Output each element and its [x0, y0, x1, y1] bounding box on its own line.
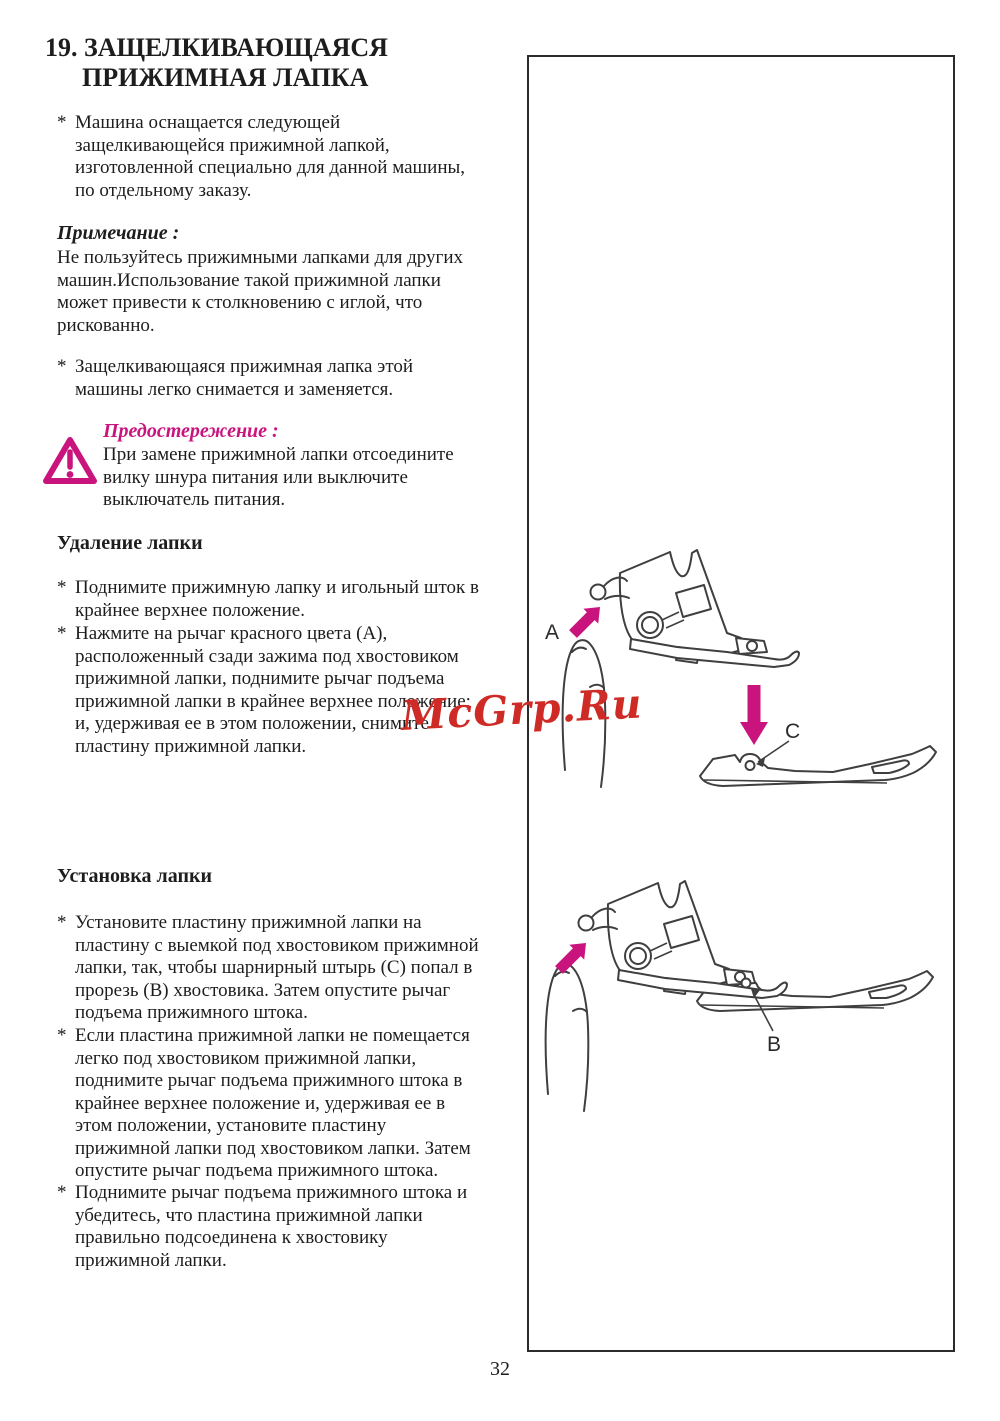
text-line: легко под хвостовиком прижимной лапки,: [75, 1047, 417, 1069]
text-line: рискованно.: [57, 314, 155, 336]
text-line: машины легко снимается и заменяется.: [75, 378, 394, 400]
caution-heading: Предостережение :: [103, 420, 279, 442]
text-line: по отдельному заказу.: [75, 179, 252, 201]
text-line: пластину с выемкой под хвостовиком прижимной: [75, 934, 479, 956]
figure-foot-removal: [527, 535, 955, 825]
text-line: прижимной лапки в крайнее верхнее положение;: [75, 690, 471, 712]
text-line: прорезь (В) хвостовика. Затем опустите рычаг: [75, 979, 451, 1001]
text-line: Не пользуйтесь прижимными лапками для других: [57, 247, 463, 268]
figure-foot-installation: [527, 865, 955, 1120]
down-arrow-icon: [740, 685, 768, 745]
installation-bullet-1-lines: [75, 912, 479, 1025]
page-title: [45, 33, 388, 93]
bullet-marker: *: [57, 112, 67, 133]
page-number: 32: [490, 1358, 510, 1380]
hinge-pin: [742, 979, 751, 988]
intro-bullet-2: [57, 356, 414, 401]
bullet-marker: *: [57, 1182, 67, 1203]
text-line: правильно подсоединена к хвостовику: [75, 1227, 388, 1248]
text-line: крайнее верхнее положение и, удерживая ее в: [75, 1092, 446, 1114]
text-line: расположенный сзади зажима под хвостовиком: [75, 645, 459, 667]
warning-triangle-icon: [43, 435, 97, 485]
bullet-marker: *: [57, 577, 67, 598]
note-heading: Примечание :: [57, 222, 180, 244]
installation-bullet-1: [57, 912, 479, 1025]
text-line: прижимной лапки под хвостовиком лапки. Затем: [75, 1137, 471, 1159]
installation-bullet-2: [57, 1025, 471, 1183]
figure-label-b: B: [767, 1033, 782, 1056]
text-line: Защелкивающаяся прижимная лапка этой: [75, 356, 414, 377]
installation-bullet-3-lines: [75, 1182, 467, 1272]
label-c-leader: [758, 741, 789, 762]
text-line: лапки, так, чтобы шарнирный штырь (С) попал в: [75, 957, 473, 978]
removal-bullet-1: [57, 577, 479, 622]
text-line: подъема прижимного штока.: [75, 1002, 308, 1023]
figure-label-a: A: [545, 621, 560, 644]
text-line: защелкивающейся прижимной лапкой,: [75, 134, 390, 156]
bullet-marker: *: [57, 623, 67, 644]
text-line: опустите рычаг подъема прижимного штока.: [75, 1160, 439, 1181]
installation-heading: Установка лапки: [57, 865, 213, 887]
text-line: Если пластина прижимной лапки не помещается: [75, 1025, 470, 1046]
text-line: крайнее верхнее положение.: [75, 599, 305, 621]
text-line: вилку шнура питания или выключите: [103, 466, 408, 488]
text-line: убедитесь, что пластина прижимной лапки: [75, 1204, 423, 1226]
text-line: и, удерживая ее в этом положении, снимите: [75, 713, 429, 734]
intro-bullet-1: [57, 112, 466, 202]
intro-bullet-1-lines: [75, 112, 465, 202]
text-line: пластину прижимной лапки.: [75, 735, 307, 757]
bullet-marker: *: [57, 1025, 67, 1046]
text-line: поднимите рычаг подъема прижимного штока в: [75, 1070, 463, 1091]
text-line: изготовленной специально для данной машины,: [75, 157, 466, 178]
figure-label-c: C: [785, 720, 801, 743]
installation-bullet-3: [57, 1182, 468, 1272]
text-line: Установите пластину прижимной лапки на: [75, 912, 422, 933]
text-line: Поднимите рычаг подъема прижимного штока и: [75, 1182, 468, 1203]
installation-bullet-2-lines: [75, 1025, 471, 1183]
removal-heading: Удаление лапки: [57, 532, 203, 554]
text-line: этом положении, установите пластину: [75, 1115, 387, 1136]
note-text: [57, 247, 463, 337]
hinge-pin: [746, 761, 755, 770]
intro-bullet-2-lines: [75, 356, 413, 401]
text-line: может привести к столкновению с иглой, что: [57, 292, 423, 313]
bullet-marker: *: [57, 912, 67, 933]
text-line: Нажмите на рычаг красного цвета (А),: [75, 623, 388, 644]
page-title-line1: 19. ЗАЩЕЛКИВАЮЩАЯСЯ: [45, 33, 388, 62]
text-line: прижимной лапки.: [75, 1249, 227, 1271]
removal-bullet-1-lines: [75, 577, 479, 622]
text-line: выключатель питания.: [103, 489, 286, 510]
caution-text: [103, 444, 454, 512]
watermark: McGrp.Ru: [399, 679, 644, 740]
page-title-line2: ПРИЖИМНАЯ ЛАПКА: [82, 63, 369, 92]
text-line: машин.Использование такой прижимной лапки: [57, 269, 441, 291]
text-line: При замене прижимной лапки отсоедините: [103, 444, 454, 465]
text-line: Машина оснащается следующей: [75, 112, 341, 133]
text-line: Поднимите прижимную лапку и игольный шток в: [75, 577, 479, 598]
bullet-marker: *: [57, 356, 67, 377]
text-line: прижимной лапки, поднимите рычаг подъема: [75, 668, 445, 689]
